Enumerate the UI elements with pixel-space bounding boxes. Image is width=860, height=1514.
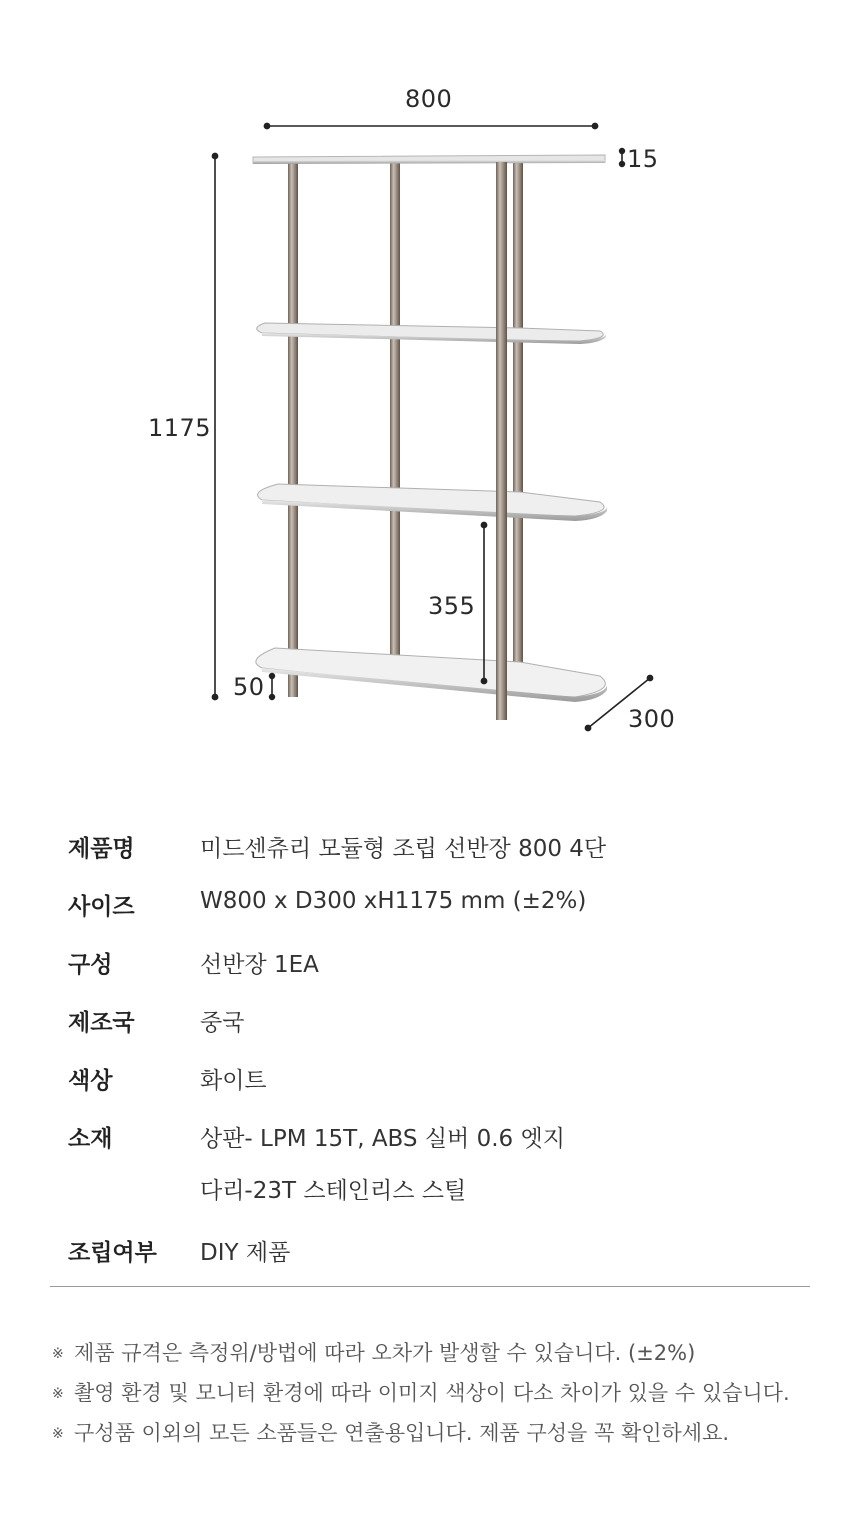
notice-text: 촬영 환경 및 모니터 환경에 따라 이미지 색상이 다소 차이가 있을 수 있습니다. [74, 1381, 790, 1405]
spec-value: 중국 [200, 1010, 245, 1036]
width-dimension-label: 800 [405, 85, 453, 113]
notice-text: 구성품 이외의 모든 소품들은 연출용입니다. 제품 구성을 꼭 확인하세요. [74, 1421, 730, 1445]
spec-label: 사이즈 [68, 894, 135, 920]
note-mark: ※ [52, 1346, 64, 1362]
spec-label: 구성 [68, 952, 113, 978]
top-thickness-dimension-label: 15 [627, 145, 659, 173]
spec-value: W800 x D300 xH1175 mm (±2%) [200, 888, 587, 914]
spec-value: 화이트 [200, 1068, 267, 1094]
spec-value: 상판- LPM 15T, ABS 실버 0.6 엣지 [200, 1126, 565, 1152]
notice-item [52, 1337, 695, 1367]
spec-value: 미드센츄리 모듈형 조립 선반장 800 4단 [200, 836, 607, 862]
spec-label: 조립여부 [68, 1240, 157, 1266]
divider [50, 1286, 810, 1287]
leg-height-dimension-label: 50 [233, 673, 265, 701]
note-mark: ※ [52, 1426, 64, 1442]
notice-item [52, 1417, 729, 1447]
shelf-gap-dimension-label: 355 [428, 592, 476, 620]
spec-label: 제조국 [68, 1010, 135, 1036]
spec-value: 선반장 1EA [200, 952, 319, 978]
notice-item [52, 1377, 790, 1407]
height-dimension-label: 1175 [148, 414, 212, 442]
spec-label: 소재 [68, 1126, 113, 1152]
spec-label: 색상 [68, 1068, 113, 1094]
note-mark: ※ [52, 1386, 64, 1402]
notice-text: 제품 규격은 측정위/방법에 따라 오차가 발생할 수 있습니다. (±2%) [74, 1341, 696, 1365]
spec-value: DIY 제품 [200, 1240, 291, 1266]
depth-dimension-label: 300 [628, 705, 676, 733]
spec-label: 제품명 [68, 836, 135, 862]
spec-value: 다리-23T 스테인리스 스틸 [200, 1178, 467, 1204]
